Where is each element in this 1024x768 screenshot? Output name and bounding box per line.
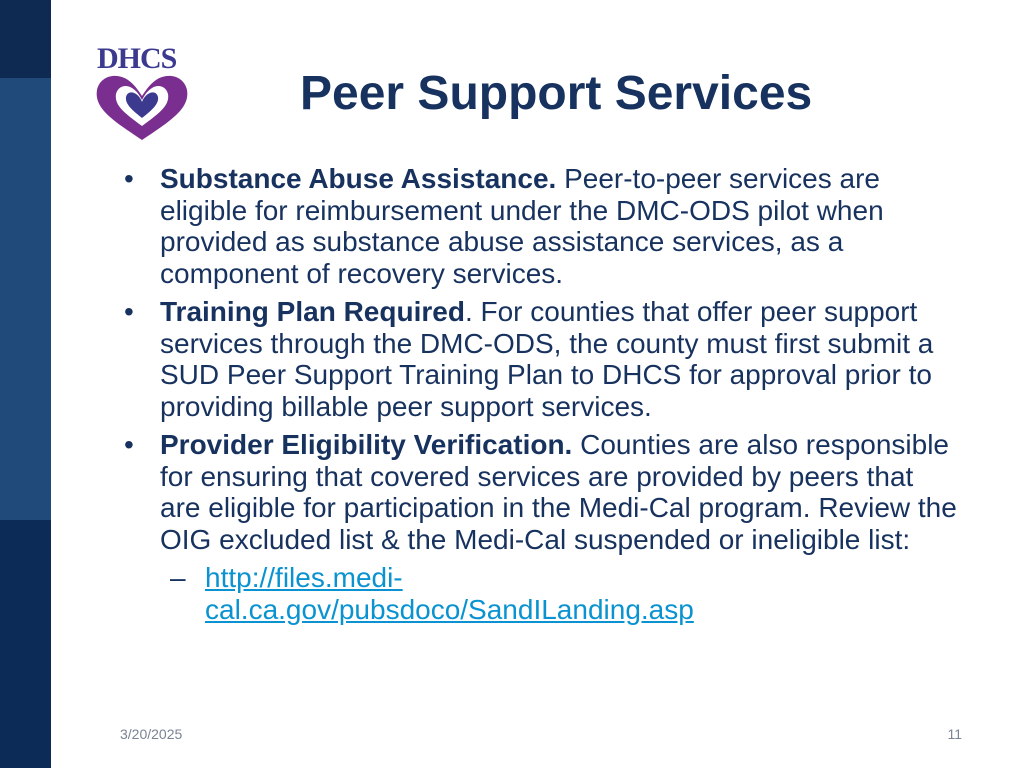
bullet-text: . For counties that offer peer support services through the DMC-ODS, the county must first submit a SUD Peer Support Training Plan to DHCS for approval prior to providing billable peer support services. (160, 296, 934, 422)
bullet-item (120, 429, 960, 555)
sidebar-decoration (0, 0, 51, 768)
sidebar-segment-bottom (0, 520, 51, 768)
oig-link[interactable] (205, 562, 694, 625)
footer-date: 3/20/2025 (120, 726, 183, 742)
sidebar-segment-middle (0, 78, 51, 520)
bullet-heading: Provider Eligibility Verification. (160, 429, 573, 460)
sub-bullet-item (120, 562, 960, 625)
slide-body (120, 163, 960, 625)
dhcs-logo (92, 42, 192, 142)
bullet-icon: • (124, 429, 134, 460)
bullet-icon: • (124, 296, 134, 327)
bullet-text: Peer-to-peer services are eligible for reimbursement under the DMC-ODS pilot when provided as substance abuse assistance services, as a component of recovery services. (160, 163, 884, 289)
logo-text: DHCS (97, 42, 177, 75)
link-line-1: http://files.medi- (205, 562, 403, 593)
bullet-heading: Training Plan Required (160, 296, 465, 327)
slide-title: Peer Support Services (300, 67, 813, 120)
heart-hands-icon (92, 70, 192, 142)
dash-icon: – (170, 562, 186, 593)
bullet-item (120, 296, 960, 422)
page-number: 11 (947, 726, 962, 742)
bullet-text: Counties are also responsible for ensuring that covered services are provided by peers that are eligible for participation in the Medi-Cal program. Review the OIG excluded list & the Medi-Cal suspended or ineligible list: (160, 429, 957, 555)
link-line-2: cal.ca.gov/pubsdoco/SandILanding.asp (205, 593, 694, 625)
bullet-heading: Substance Abuse Assistance. (160, 163, 557, 194)
bullet-icon: • (124, 163, 134, 194)
bullet-item (120, 163, 960, 289)
sidebar-segment-top (0, 0, 51, 78)
